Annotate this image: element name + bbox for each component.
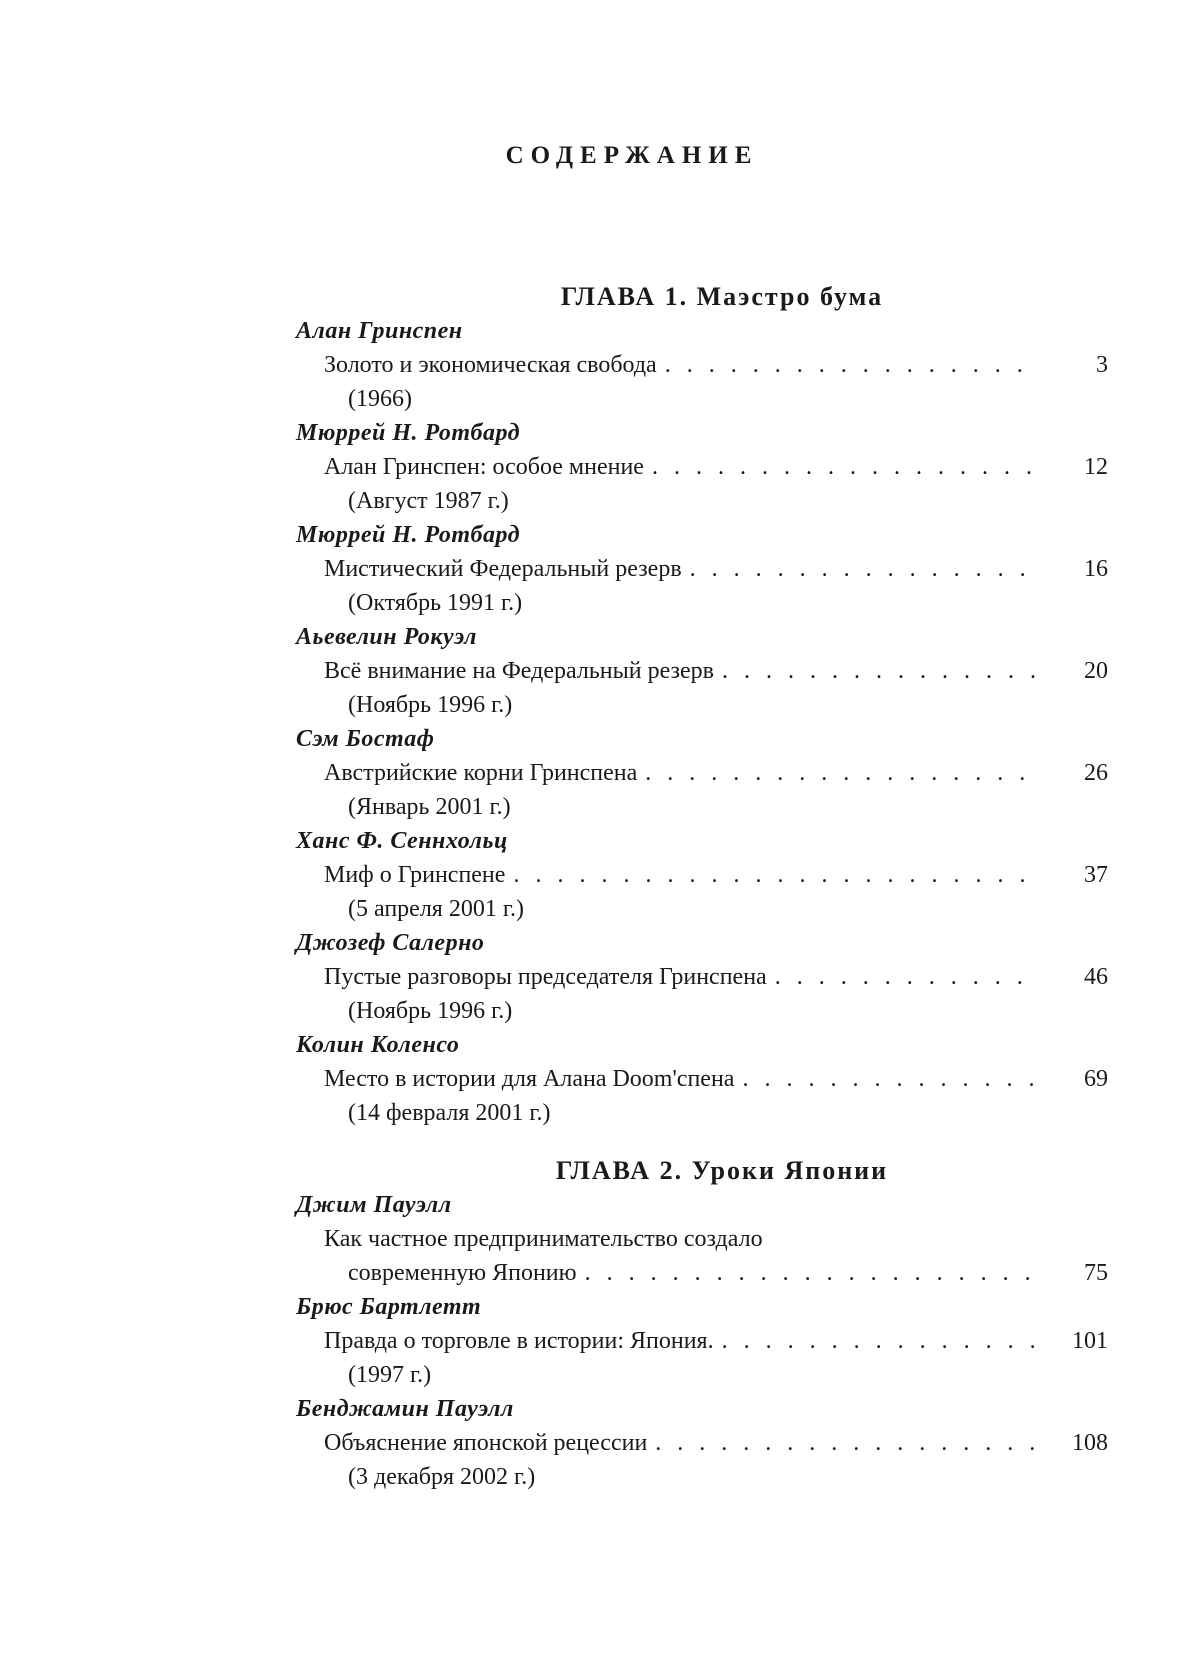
entry-date: (1966) xyxy=(348,386,412,412)
entry-page-number: 37 xyxy=(1084,862,1108,888)
toc-entry[interactable] xyxy=(296,518,1108,620)
dot-leader xyxy=(722,654,1040,688)
toc-entry[interactable] xyxy=(296,722,1108,824)
entry-page-number: 12 xyxy=(1084,454,1108,480)
dot-leader xyxy=(645,756,1040,790)
dot-leader xyxy=(722,1324,1040,1358)
toc-entry[interactable] xyxy=(296,620,1108,722)
table-of-contents xyxy=(296,280,1108,1494)
dot-leader xyxy=(513,858,1040,892)
entry-title: Объяснение японской рецессии xyxy=(324,1430,648,1456)
dot-leader xyxy=(690,552,1040,586)
toc-entry[interactable] xyxy=(296,1392,1108,1494)
entry-page-number: 20 xyxy=(1084,658,1108,684)
dot-leader xyxy=(665,348,1040,382)
entry-title: Всё внимание на Федеральный резерв xyxy=(324,658,715,684)
toc-entry[interactable] xyxy=(296,1290,1108,1392)
entry-title: Пустые разговоры председателя Гринспена xyxy=(324,964,767,990)
toc-entry[interactable] xyxy=(296,416,1108,518)
entry-author: Брюс Бартлетт xyxy=(296,1294,482,1320)
entry-page-number: 16 xyxy=(1084,556,1108,582)
page-title: СОДЕРЖАНИЕ xyxy=(505,142,759,169)
toc-entry[interactable] xyxy=(296,314,1108,416)
entry-author: Аьевелин Рокуэл xyxy=(296,624,477,650)
entry-date: (14 февраля 2001 г.) xyxy=(348,1100,551,1126)
toc-entry[interactable] xyxy=(296,926,1108,1028)
entry-page-number: 3 xyxy=(1096,352,1108,378)
entry-page-number: 46 xyxy=(1084,964,1108,990)
entry-title: Правда о торговле в истории: Япония. xyxy=(324,1328,714,1354)
entry-title-line xyxy=(296,450,1108,484)
toc-entry[interactable] xyxy=(296,1028,1108,1130)
entry-title: Алан Гринспен: особое мнение xyxy=(324,454,644,480)
entry-author: Джим Пауэлл xyxy=(296,1192,452,1218)
dot-leader xyxy=(655,1426,1040,1460)
dot-leader xyxy=(652,450,1040,484)
entry-page-number: 101 xyxy=(1072,1328,1108,1354)
entry-title-line xyxy=(296,1256,1108,1290)
entry-date: (Январь 2001 г.) xyxy=(348,794,511,820)
entry-author: Алан Гринспен xyxy=(296,318,463,344)
entry-date: (Ноябрь 1996 г.) xyxy=(348,998,513,1024)
entry-date: (Октябрь 1991 г.) xyxy=(348,590,523,616)
entry-author: Колин Коленсо xyxy=(296,1032,460,1058)
toc-entry[interactable] xyxy=(296,1188,1108,1290)
chapter-2-heading: ГЛАВА 2. Уроки Японии xyxy=(555,1156,889,1185)
entry-title-line xyxy=(296,858,1108,892)
dot-leader xyxy=(585,1256,1040,1290)
entry-title-line xyxy=(296,654,1108,688)
entry-title-line xyxy=(296,1324,1108,1358)
entry-author: Джозеф Салерно xyxy=(296,930,485,956)
entry-title: Мистический Федеральный резерв xyxy=(324,556,682,582)
entry-title: Миф о Гринспене xyxy=(324,862,506,888)
dot-leader xyxy=(775,960,1040,994)
entry-title: Золото и экономическая свобода xyxy=(324,352,657,378)
entry-title-continuation: современную Японию xyxy=(348,1260,577,1286)
entry-author: Сэм Бостаф xyxy=(296,726,435,752)
entry-date: (5 апреля 2001 г.) xyxy=(348,896,524,922)
entry-title-line xyxy=(296,348,1108,382)
entry-date: (3 декабря 2002 г.) xyxy=(348,1464,536,1490)
entry-page-number: 26 xyxy=(1084,760,1108,786)
entry-title: Как частное предпринимательство создало xyxy=(324,1226,763,1252)
toc-entry[interactable] xyxy=(296,824,1108,926)
entry-page-number: 75 xyxy=(1084,1260,1108,1286)
entry-author: Ханс Ф. Сеннхольц xyxy=(296,828,508,854)
dot-leader xyxy=(742,1062,1040,1096)
entry-date: (Ноябрь 1996 г.) xyxy=(348,692,513,718)
entry-title: Место в истории для Алана Doom'спена xyxy=(324,1066,735,1092)
entry-date: (1997 г.) xyxy=(348,1362,432,1388)
entry-title-line xyxy=(296,960,1108,994)
entry-page-number: 108 xyxy=(1072,1430,1108,1456)
entry-author: Бенджамин Пауэлл xyxy=(296,1396,514,1422)
entry-title-line xyxy=(296,1062,1108,1096)
entry-author: Мюррей Н. Ротбард xyxy=(296,420,521,446)
entry-title-line xyxy=(296,756,1108,790)
entry-title-line xyxy=(296,1426,1108,1460)
chapter-1-heading: ГЛАВА 1. Маэстро бума xyxy=(560,282,884,311)
entry-author: Мюррей Н. Ротбард xyxy=(296,522,521,548)
entry-date: (Август 1987 г.) xyxy=(348,488,509,514)
entry-title: Австрийские корни Гринспена xyxy=(324,760,638,786)
entry-page-number: 69 xyxy=(1084,1066,1108,1092)
entry-title-line xyxy=(296,552,1108,586)
